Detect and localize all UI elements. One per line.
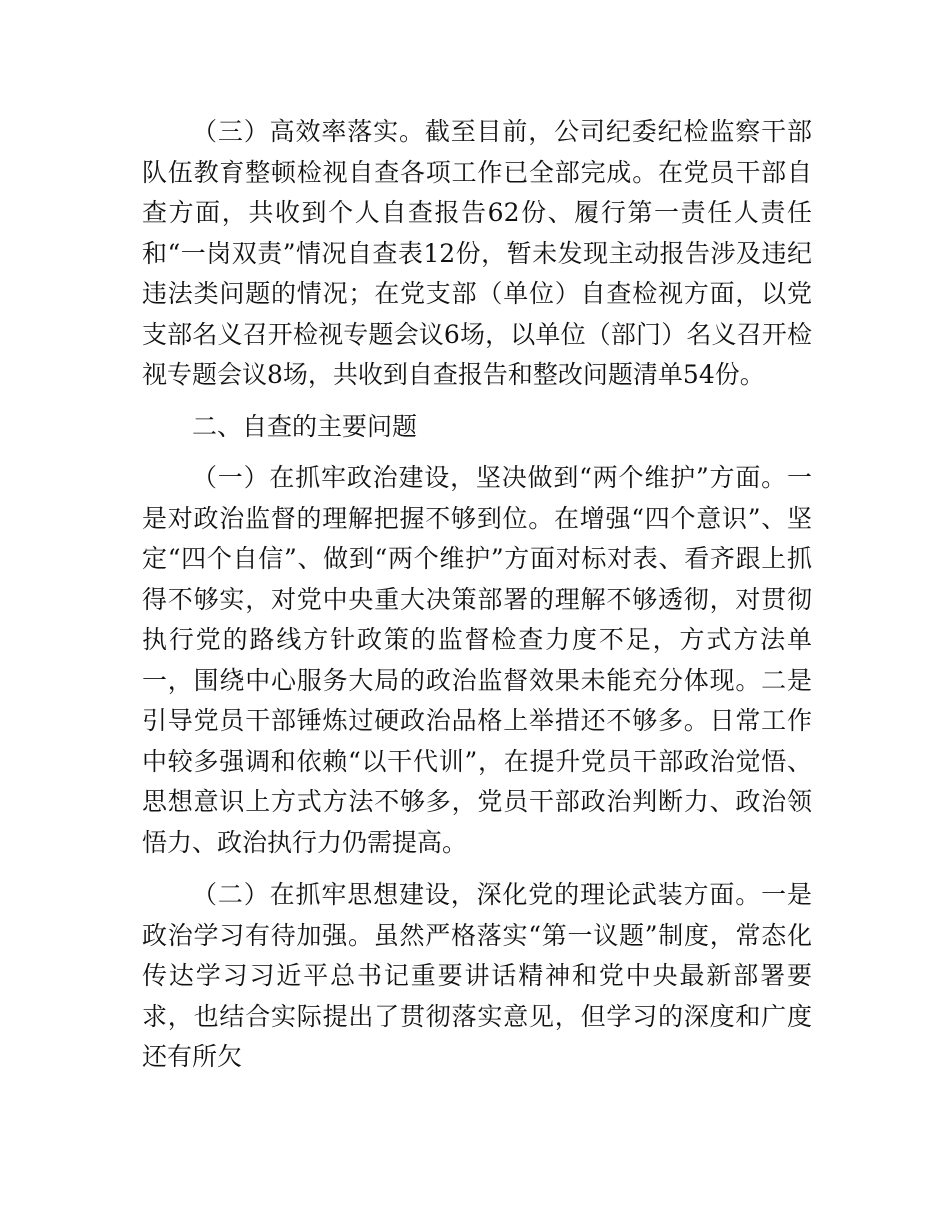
paragraph-ideological-building: （二）在抓牢思想建设，深化党的理论武装方面。一是政治学习有待加强。虽然严格落实“第一议题”制度，常态化传达学习习近平总书记重要讲话精神和党中央最新部署要求，也结合实际提出了贯彻落实意见，但学习的深度和广度还有所欠 [142, 880, 812, 1071]
paragraph-implementation: （三）高效率落实。截至目前，公司纪委纪检监察干部队伍教育整顿检视自查各项工作已全部完成。在党员干部自查方面，共收到个人自查报告62份、履行第一责任人责任和“一岗双责”情况自查表12份，暂未发现主动报告涉及违纪违法类问题的情况；在党支部（单位）自查检视方面，以党支部名义召开检视专题会议6场，以单位（部门）名义召开检视专题会议8场，共收到自查报告和整改问题清单54份。 [142, 117, 812, 389]
section-heading-main-problems: 二、自查的主要问题 [192, 411, 418, 441]
paragraph-political-building: （一）在抓牢政治建设，坚决做到“两个维护”方面。一是对政治监督的理解把握不够到位。在增强“四个意识”、坚定“四个自信”、做到“两个维护”方面对标对表、看齐跟上抓得不够实，对党中央重大决策部署的理解不够透彻，对贯彻执行党的路线方针政策的监督检查力度不足，方式方法单一，围绕中心服务大局的政治监督效果未能充分体现。二是引导党员干部锤炼过硬政治品格上举措还不够多。日常工作中较多强调和依赖“以干代训”，在提升党员干部政治觉悟、思想意识上方式方法不够多，党员干部政治判断力、政治领悟力、政治执行力仍需提高。 [142, 463, 812, 857]
document-body [142, 112, 812, 1078]
